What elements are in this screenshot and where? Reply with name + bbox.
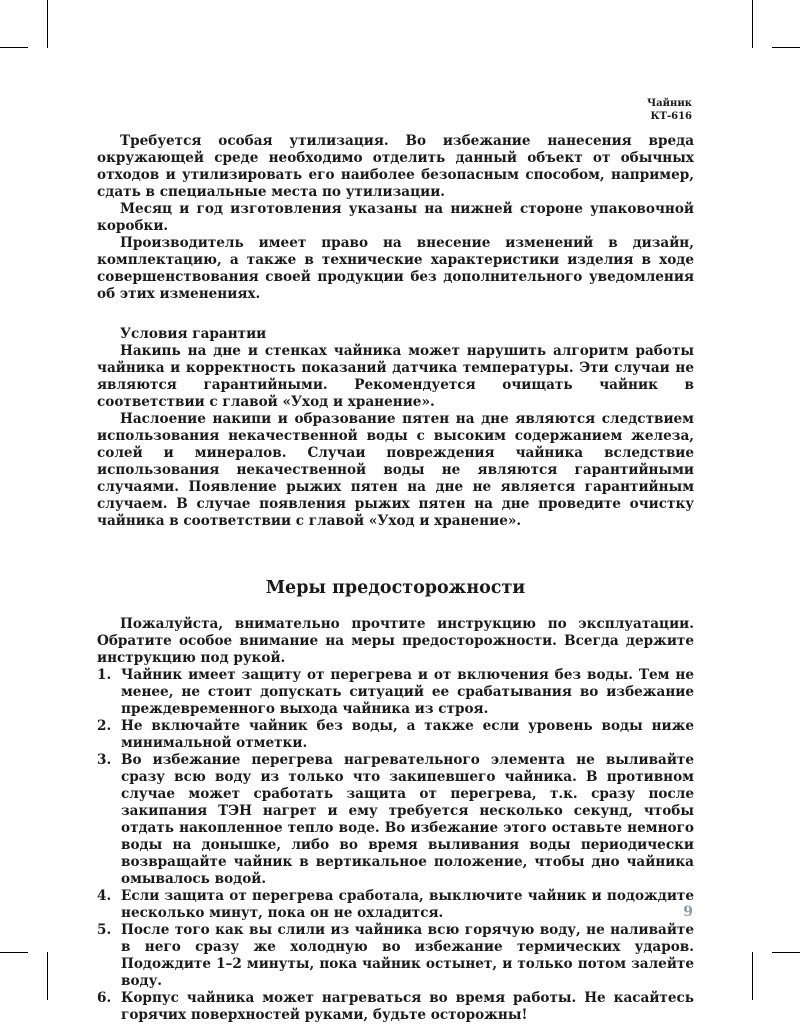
list-item-text: Не включайте чайник без воды, а также если уровень воды ниже минимальной отметки.	[121, 718, 694, 751]
section-title: Меры предосторожности	[265, 578, 526, 598]
header-model: КТ-616	[650, 111, 692, 122]
crop-mark	[47, 952, 48, 1000]
list-item	[97, 922, 694, 990]
list-item-number: 4.	[97, 888, 112, 904]
list-item	[97, 990, 694, 1024]
crop-mark	[772, 47, 800, 48]
list-item-text: Во избежание перегрева нагревательного элемента не выливайте сразу всю воду из только что закипевшего чайника. В противном случае может сработать защита от перегрева, т.к. сразу после закипания ТЭН нагрет и ему требуется несколько секунд, чтобы отдать накопленное тепло воде. Во избежание этого оставьте немного воды на донышке, либо во время выливания воды периодически возвращайте чайник в вертикальное положение, чтобы дно чайника омывалось водой.	[121, 752, 694, 887]
list-item	[97, 667, 694, 718]
warranty-paragraph: Накипь на дне и стенках чайника может нарушить алгоритм работы чайника и корректность показаний датчика температуры. Эти случаи не являются гарантийными. Рекомендуется очищать чайник в соответствии с главой «Уход и хранение».	[97, 343, 694, 410]
crop-mark	[0, 952, 28, 953]
page-content	[97, 133, 694, 1024]
warranty-paragraph: Наслоение накипи и образование пятен на дне являются следствием использования некачественной воды с высоким содержанием железа, солей и минералов. Случаи повреждения чайника вследствие использования некачественной воды не являются гарантийными случаями. Появление рыжих пятен на дне не является гарантийным случаем. В случае появления рыжих пятен на дне проведите очистку чайника в соответствии с главой «Уход и хранение».	[97, 411, 694, 529]
list-item-text: Чайник имеет защиту от перегрева и от включения без воды. Тем не менее, не стоит допускать ситуаций ее срабатывания во избежание преждевременного выхода чайника из строя.	[121, 667, 694, 717]
precautions-list	[97, 667, 694, 1024]
running-header	[647, 97, 692, 123]
header-product: Чайник	[647, 98, 692, 109]
list-item-text: Корпус чайника может нагреваться во время работы. Не касайтесь горячих поверхностей руками, будьте осторожны!	[121, 990, 694, 1023]
list-item-number: 5.	[97, 922, 112, 938]
manufacturer-rights-paragraph: Производитель имеет право на внесение изменений в дизайн, комплектацию, а также в технические характеристики изделия в ходе совершенствования своей продукции без дополнительного уведомления об этих изменениях.	[97, 235, 694, 302]
crop-mark	[772, 952, 800, 953]
list-item-number: 2.	[97, 718, 112, 734]
list-item-text: После того как вы слили из чайника всю горячую воду, не наливайте в него сразу же холодную во избежание термических ударов. Подождите 1–2 минуты, пока чайник остынет, и только потом залейте воду.	[121, 922, 694, 989]
page-number: 9	[683, 904, 693, 920]
crop-mark	[752, 952, 753, 1000]
crop-mark	[752, 0, 753, 48]
crop-mark	[0, 47, 28, 48]
list-item-number: 3.	[97, 752, 112, 768]
manufacture-date-paragraph: Месяц и год изготовления указаны на нижней стороне упаковочной коробки.	[97, 201, 694, 234]
disposal-paragraph: Требуется особая утилизация. Во избежание нанесения вреда окружающей среде необходимо отделить данный объект от обычных отходов и утилизировать его наиболее безопасным способом, например, сдать в специальные места по утилизации.	[97, 133, 694, 200]
precautions-intro: Пожалуйста, внимательно прочтите инструкцию по эксплуатации. Обратите особое внимание на меры предосторожности. Всегда держите инструкцию под рукой.	[97, 616, 694, 666]
warranty-heading: Условия гарантии	[120, 326, 267, 342]
list-item	[97, 718, 694, 752]
list-item-number: 1.	[97, 667, 112, 683]
list-item-text: Если защита от перегрева сработала, выключите чайник и подождите несколько минут, пока он не охладится.	[121, 888, 694, 921]
list-item-number: 6.	[97, 990, 112, 1006]
list-item	[97, 888, 694, 922]
crop-mark	[47, 0, 48, 48]
list-item	[97, 752, 694, 888]
